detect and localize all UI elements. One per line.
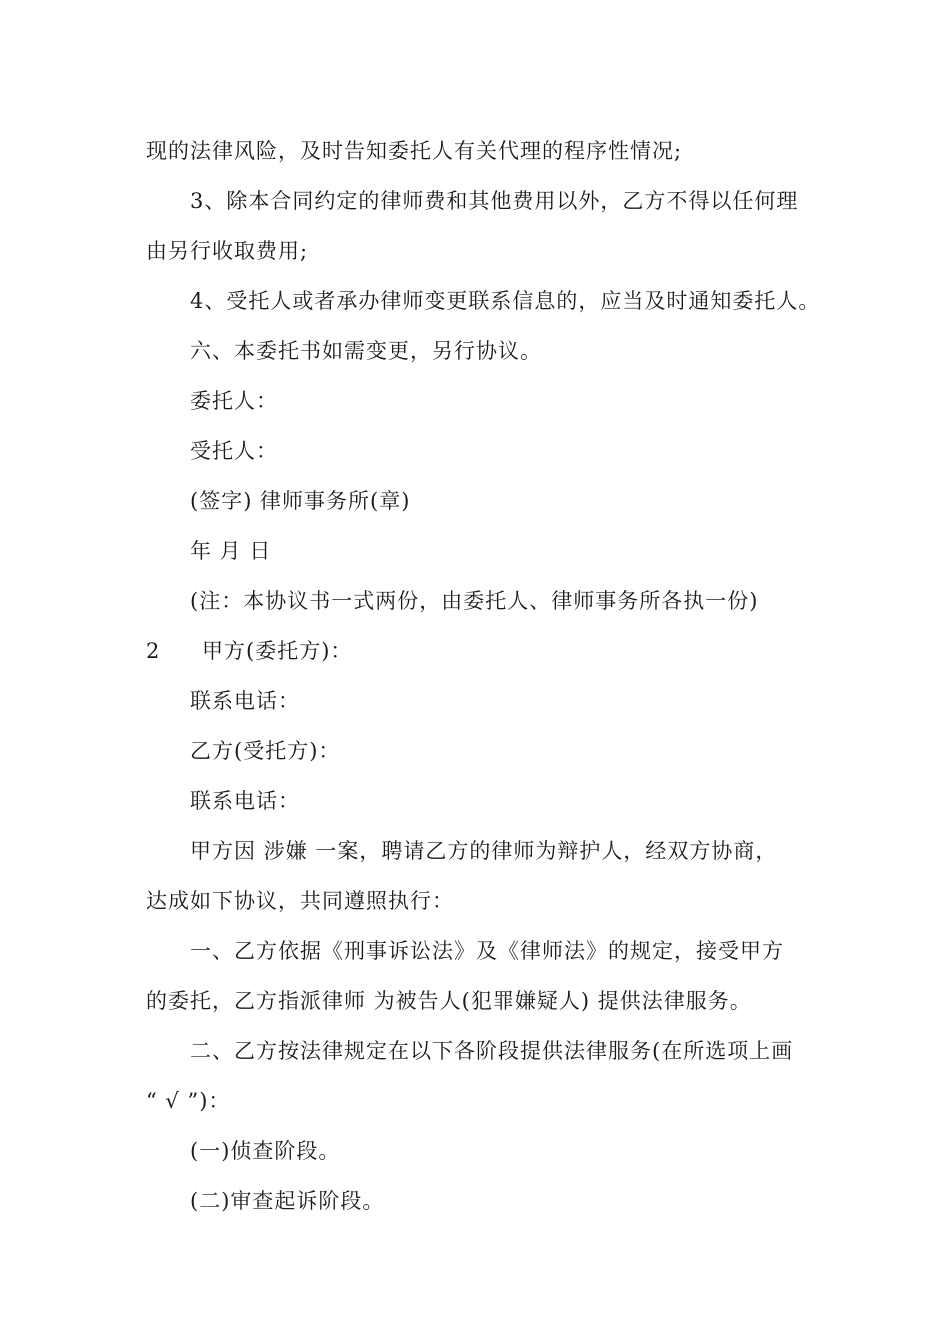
text-line: (注：本协议书一式两份，由委托人、律师事务所各执一份) <box>190 589 759 613</box>
text-line: (二)审查起诉阶段。 <box>190 1189 385 1213</box>
text-line: 乙方(受托方)： <box>190 739 341 763</box>
text-line: (一)侦查阶段。 <box>190 1139 341 1163</box>
section-number: 2 <box>146 639 161 663</box>
text-line: 二、乙方按法律规定在以下各阶段提供法律服务(在所选项上画 <box>190 1039 794 1063</box>
text-line: 由另行收取费用; <box>146 239 309 263</box>
text-line: 4、受托人或者承办律师变更联系信息的，应当及时通知委托人。 <box>190 289 821 313</box>
text-line: 3、除本合同约定的律师费和其他费用以外，乙方不得以任何理 <box>190 189 799 213</box>
text-line: 甲方(委托方)： <box>202 639 353 663</box>
text-line: 年 月 日 <box>190 539 272 563</box>
text-line: 的委托，乙方指派律师 为被告人(犯罪嫌疑人) 提供法律服务。 <box>146 989 752 1013</box>
text-line: 现的法律风险，及时告知委托人有关代理的程序性情况; <box>146 139 683 163</box>
text-line: 联系电话： <box>190 689 300 713</box>
text-line: 联系电话： <box>190 789 300 813</box>
text-line: 受托人： <box>190 439 278 463</box>
text-line: “ √ ”)： <box>146 1089 231 1113</box>
text-line: 六、本委托书如需变更，另行协议。 <box>190 339 542 363</box>
text-line: 一、乙方依据《刑事诉讼法》及《律师法》的规定，接受甲方 <box>190 939 784 963</box>
text-line: 委托人： <box>190 389 278 413</box>
text-line: (签字) 律师事务所(章) <box>190 489 411 513</box>
text-line: 达成如下协议，共同遵照执行： <box>146 889 454 913</box>
text-line: 甲方因 涉嫌 一案，聘请乙方的律师为辩护人，经双方协商， <box>190 839 778 863</box>
